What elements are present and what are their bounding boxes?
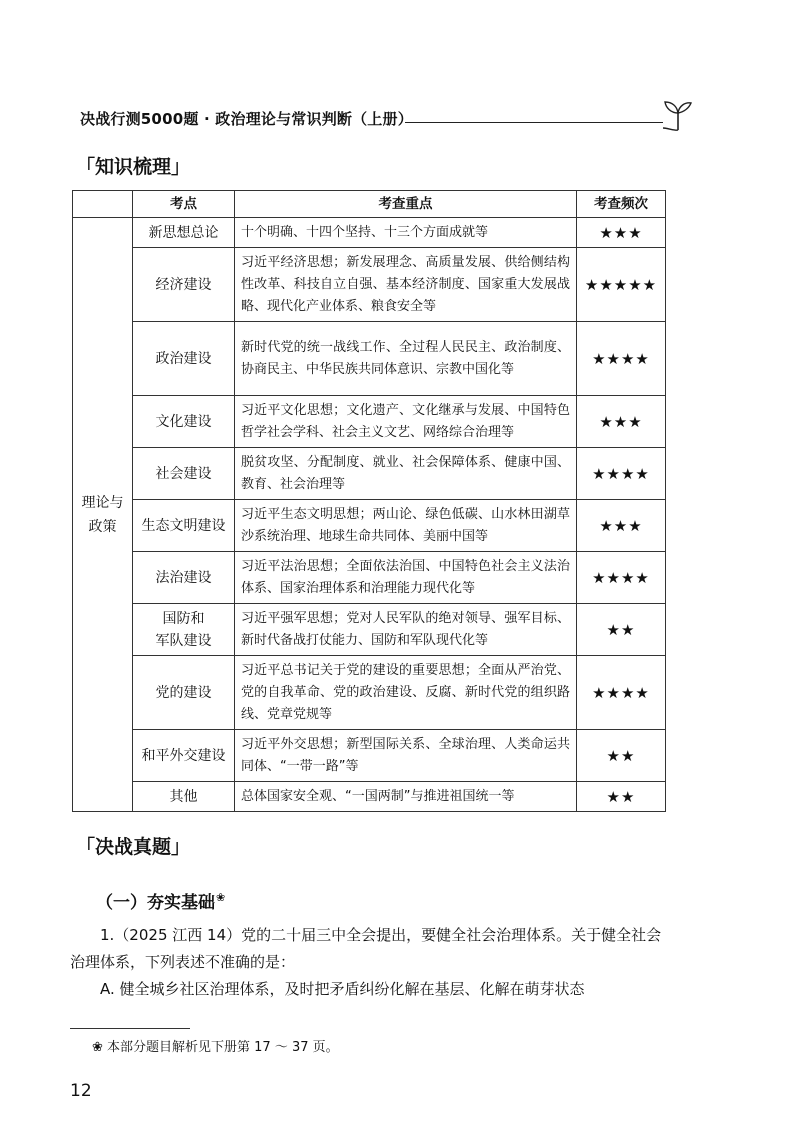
table-row — [73, 396, 666, 448]
frequency-cell: ★★★ — [577, 218, 666, 248]
table-row — [73, 730, 666, 782]
flower-mark-icon: ❀ — [216, 891, 226, 905]
section-heading-exam: 「决战真题」 — [76, 836, 191, 858]
page-number: 12 — [70, 1081, 92, 1101]
frequency-cell: ★★ — [577, 730, 666, 782]
question-stem: 1.（2025 江西 14）党的二十届三中全会提出，要健全社会治理体系。关于健全社会治理体系，下列表述不准确的是： — [70, 926, 662, 971]
topic-cell: 生态文明建设 — [133, 500, 235, 552]
key-points-cell: 习近平法治思想；全面依法治国、中国特色社会主义法治体系、国家治理体系和治理能力现代化等 — [235, 552, 577, 604]
table-row — [73, 248, 666, 322]
section-heading-knowledge: 「知识梳理」 — [76, 156, 191, 178]
category-cell: 理论与政策 — [73, 218, 133, 812]
running-header — [80, 106, 695, 132]
topic-cell: 政治建设 — [133, 322, 235, 396]
table-row — [73, 500, 666, 552]
key-points-cell: 习近平外交思想；新型国际关系、全球治理、人类命运共同体、“一带一路”等 — [235, 730, 577, 782]
topic-cell: 法治建设 — [133, 552, 235, 604]
key-points-cell: 十个明确、十四个坚持、十三个方面成就等 — [235, 218, 577, 248]
sprout-icon — [661, 98, 695, 132]
table-header-cell: 考查重点 — [235, 191, 577, 218]
topic-cell: 新思想总论 — [133, 218, 235, 248]
subsection-title: （一）夯实基础❀ — [96, 891, 226, 913]
topic-cell: 党的建设 — [133, 656, 235, 730]
topic-cell: 国防和 军队建设 — [133, 604, 235, 656]
frequency-cell: ★★ — [577, 604, 666, 656]
table-row — [73, 322, 666, 396]
topic-cell: 和平外交建设 — [133, 730, 235, 782]
key-points-cell: 习近平经济思想；新发展理念、高质量发展、供给侧结构性改革、科技自立自强、基本经济制度、国家重大发展战略、现代化产业体系、粮食安全等 — [235, 248, 577, 322]
frequency-cell: ★★★ — [577, 396, 666, 448]
topic-cell: 文化建设 — [133, 396, 235, 448]
frequency-cell: ★★★★ — [577, 552, 666, 604]
frequency-cell: ★★★★ — [577, 322, 666, 396]
key-points-cell: 习近平总书记关于党的建设的重要思想；全面从严治党、党的自我革命、党的政治建设、反腐、新时代党的组织路线、党章党规等 — [235, 656, 577, 730]
topic-cell: 社会建设 — [133, 448, 235, 500]
header-rule — [405, 122, 663, 123]
book-title: 决战行测5000题 · 政治理论与常识判断（上册） — [80, 110, 413, 128]
key-points-cell: 习近平强军思想；党对人民军队的绝对领导、强军目标、新时代备战打仗能力、国防和军队现代化等 — [235, 604, 577, 656]
key-points-cell: 脱贫攻坚、分配制度、就业、社会保障体系、健康中国、教育、社会治理等 — [235, 448, 577, 500]
table-row — [73, 782, 666, 812]
frequency-cell: ★★★★ — [577, 448, 666, 500]
topic-cell: 其他 — [133, 782, 235, 812]
frequency-cell: ★★★ — [577, 500, 666, 552]
topic-cell: 经济建设 — [133, 248, 235, 322]
table-header-row — [73, 191, 666, 218]
key-points-cell: 习近平文化思想；文化遗产、文化继承与发展、中国特色哲学社会学科、社会主义文艺、网络综合治理等 — [235, 396, 577, 448]
question-option-a: A. 健全城乡社区治理体系，及时把矛盾纠纷化解在基层、化解在萌芽状态 — [100, 980, 585, 998]
footnote: ❀ 本部分题目解析见下册第 17 ～ 37 页。 — [92, 1040, 339, 1055]
knowledge-table — [72, 190, 666, 812]
table-row — [73, 604, 666, 656]
frequency-cell: ★★ — [577, 782, 666, 812]
table-header-cell: 考点 — [133, 191, 235, 218]
key-points-cell: 习近平生态文明思想；两山论、绿色低碳、山水林田湖草沙系统治理、地球生命共同体、美丽中国等 — [235, 500, 577, 552]
key-points-cell: 总体国家安全观、“一国两制”与推进祖国统一等 — [235, 782, 577, 812]
table-header-cell: 考查频次 — [577, 191, 666, 218]
table-row — [73, 218, 666, 248]
footnote-rule — [70, 1028, 190, 1029]
table-row — [73, 552, 666, 604]
table-row — [73, 656, 666, 730]
key-points-cell: 新时代党的统一战线工作、全过程人民民主、政治制度、协商民主、中华民族共同体意识、宗教中国化等 — [235, 322, 577, 396]
table-header-cell — [73, 191, 133, 218]
table-row — [73, 448, 666, 500]
frequency-cell: ★★★★★ — [577, 248, 666, 322]
frequency-cell: ★★★★ — [577, 656, 666, 730]
